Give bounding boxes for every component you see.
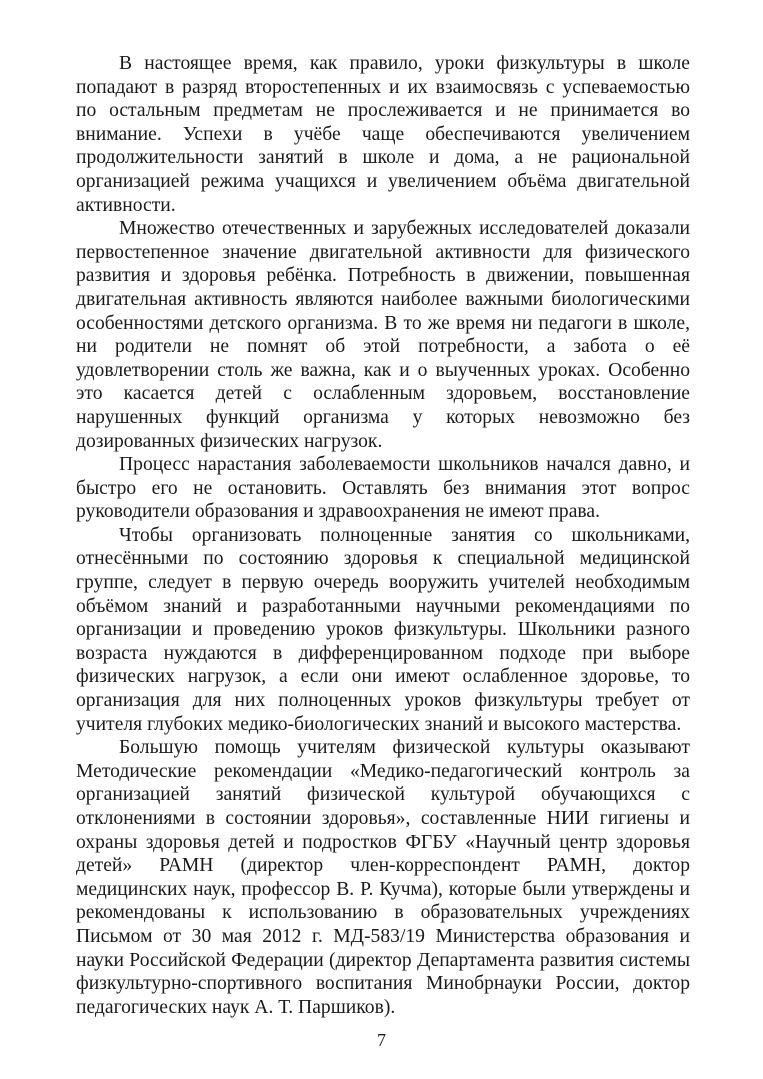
document-body: [76, 52, 690, 1019]
paragraph-4: Чтобы организовать полноценные занятия со школьниками, отнесёнными по состоянию здоровья к специальной медицинской группе, следует в первую очередь вооружить учителей необходимым объёмом знаний и разработанными научными рекомендациями по организации и проведению уроков физкультуры. Школьники разного возраста нуждаются в дифференцированном подходе при выборе физических нагрузок, а если они имеют ослабленное здоровье, то организация для них полноценных уроков физкультуры требует от учителя глубоких медико-биологических знаний и высокого мастерства.: [76, 524, 690, 735]
paragraph-2: Множество отечественных и зарубежных исследователей доказали первостепенное значение двигательной активности для физического развития и здоровья ребёнка. Потребность в движении, повышенная двигательная активность являются наиболее важными биологическими особенностями детского организма. В то же время ни педагоги в школе, ни родители не помнят об этой потребности, а забота о её удовлетворении столь же важна, как и о выученных уроках. Особенно это касается детей с ослабленным здоровьем, восстановление нарушенных функций организма у которых невозможно без дозированных физических нагрузок.: [76, 218, 690, 452]
paragraph-3: Процесс нарастания заболеваемости школьников начался давно, и быстро его не остановить. Оставлять без внимания этот вопрос руководители образования и здравоохранения не имеют права.: [76, 454, 690, 523]
page-number: 7: [377, 1030, 386, 1050]
paragraph-1: В настоящее время, как правило, уроки физкультуры в школе попадают в разряд второстепенных и их взаимосвязь с успеваемостью по остальным предметам не прослеживается и не принимается во внимание. Успехи в учёбе чаще обеспечиваются увеличением продолжительности занятий в школе и дома, а не рациональной организацией режима учащихся и увеличением объёма двигательной активности.: [76, 53, 690, 216]
paragraph-5: Большую помощь учителям физической культуры оказывают Методические рекомендации «Медико-педагогический контроль за организацией занятий физической культурой обучающихся с отклонениями в состоянии здоровья», составленные НИИ гигиены и охраны здоровья детей и подростков ФГБУ «Научный центр здоровья детей» РАМН (директор член-корреспондент РАМН, доктор медицинских наук, профессор В. Р. Кучма), которые были утверждены и рекомендованы к использованию в образовательных учреждениях Письмом от 30 мая 2012 г. МД-583/19 Министерства образования и науки Российской Федерации (директор Департамента развития системы физкультурно-спортивного воспитания Минобрнауки России, доктор педагогических наук А. Т. Паршиков).: [76, 737, 690, 1018]
